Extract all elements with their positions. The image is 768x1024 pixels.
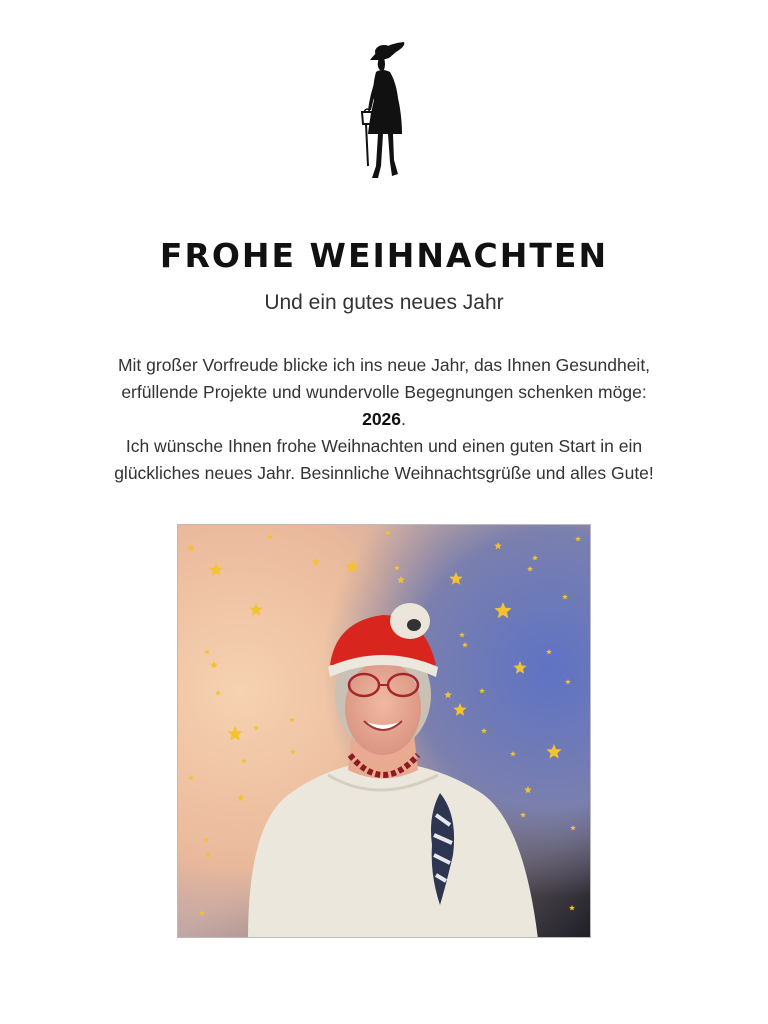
greeting-year-line <box>60 406 708 433</box>
page-title: FROHE WEIHNACHTEN <box>159 236 609 275</box>
lady-with-hat-silhouette-icon <box>356 38 412 184</box>
greeting-line: Ich wünsche Ihnen frohe Weihnachten und einen guten Start in ein <box>125 436 643 456</box>
year-suffix: . <box>401 409 406 429</box>
greeting-line: erfüllende Projekte und wundervolle Begegnungen schenken möge: <box>121 382 647 402</box>
subtitle: Und ein gutes neues Jahr <box>264 291 504 314</box>
portrait-photo <box>177 524 591 938</box>
year-highlight: 2026 <box>362 409 402 429</box>
greeting-line: glückliches neues Jahr. Besinnliche Weihnachtsgrüße und alles Gute! <box>114 463 654 483</box>
greeting-line: Mit großer Vorfreude blicke ich ins neue Jahr, das Ihnen Gesundheit, <box>117 355 651 375</box>
greeting-text <box>60 352 708 487</box>
